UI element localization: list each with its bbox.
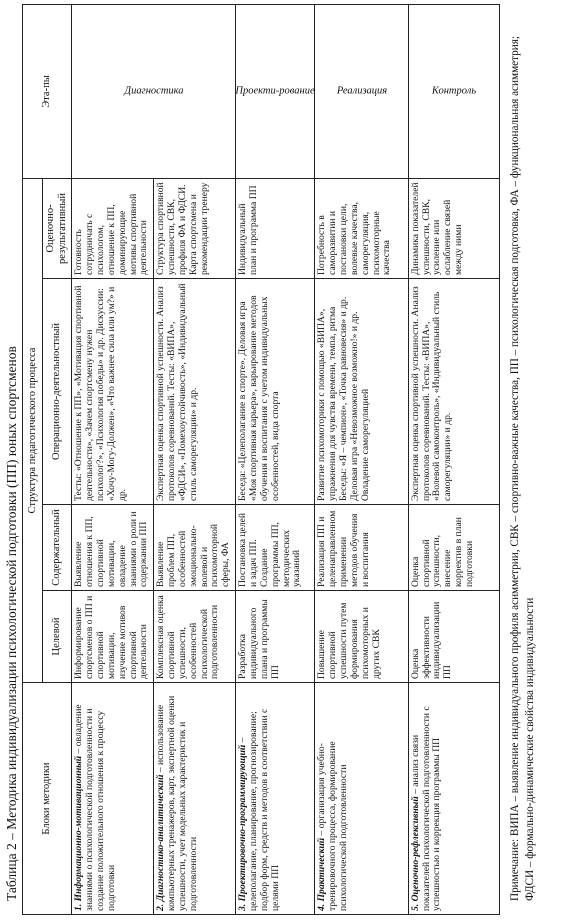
content-cell: Выявление проблем ПП, особенностей эмоционально-волевой и психомоторной сферы, ФА — [154, 505, 236, 591]
table-title: Таблица 2 – Методика индивидуализации психологической подготовки (ПП) юных спортсменов — [4, 346, 19, 901]
operational-cell: Беседа: «Целеполагание в спорте». Деловая игра «Моя спортивная карьера», варьирование методов обучения и воспитания с учетом индивидуальных особенностей, вида спорта — [236, 279, 315, 505]
header-blocks: Блоки методики — [23, 683, 72, 915]
stage-label-control: Контроль — [431, 85, 476, 97]
stage-cell — [315, 4, 408, 178]
evaluative-cell: Динамика показателей успешности, СВК, усиление или ослабление связей между ними — [408, 178, 499, 278]
block-cell: 5. Оценочно-рефлексивный – анализ связи показателей психологической подготовленности с успешностью и коррекция программы ПП — [408, 683, 499, 915]
table-row — [408, 4, 499, 914]
header-operational: Операционно-деятельностный — [43, 279, 72, 505]
content-cell: Постановка целей и задач ПП. Создание программы ПП, методических указаний — [236, 505, 315, 591]
target-cell: Повышение спортивной успешности путем формирования психомоторных и других СВК — [315, 591, 408, 683]
header-structure: Структура педагогического процесса — [23, 178, 43, 682]
stage-cell — [236, 4, 315, 178]
table-note: Примечание: ВИПА – выявление индивидуального профиля асимметрии, СВК – спортивно-важные качества, ПП – психологическая подготовка, ФА – функциональная асимметрия; ФДСИ – формально-динамические свойства индивидуальности — [509, 35, 536, 901]
target-cell: Разработка индивидуального плана и программы ПП — [236, 591, 315, 683]
content-cell: Реализация ПП и целенаправленном применении методов обучения и воспитания — [315, 505, 408, 591]
table-row — [315, 4, 408, 914]
header-stages: Эта-пы — [23, 4, 72, 178]
evaluative-cell: Готовность сотрудничать с психологом, отношение к ПП, доминирующие мотивы спортивной деятельности — [72, 178, 154, 278]
block-cell: 2. Диагностико-аналитический – использование компьютерных тренажеров, карт, экспертной оценки успешности, учет модельных характеристик и подготовленности — [154, 683, 236, 915]
methodology-table — [22, 4, 500, 915]
evaluative-cell: Потребность в саморазвитии и постановки цели, волевые качества, саморегуляция, психомоторные качества — [315, 178, 408, 278]
operational-cell: Тесты: «Отношение к ПП», «Мотивация спортивной деятельности», «Зачем спортсмену нужен психолог?», «Психология победы» и др. Дискуссии: «Хочу-Могу-Должен», «Что важнее сила или ум?» и др. — [72, 279, 154, 505]
block-cell: 3. Проектировочно-программирующий – целеполагание, планирование, прогнозирование; подбор форм, средств и методов в соответствии с целями ПП — [236, 683, 315, 915]
operational-cell: Экспертная оценка спортивной успешности. Анализ протоколов соревнований. Тесты: «ВИПА», «Волевой самоконтроль», «Индивидуальный стиль саморегуляции» и др. — [408, 279, 499, 505]
evaluative-cell: Индивидуальный план и программа ПП — [236, 178, 315, 278]
operational-cell: Развитие психомоторики с помощью «ВИПА», упражнения для чувства времени, темпа, ритма Беседы: «Я – чемпион», «Точка равновесия» и др. Деловая игра «Невозможное возможно!» и др. Овладение саморегуляцией — [315, 279, 408, 505]
content-cell: Выявление отношения к ПП, спортивной мотивации, овладение знаниями о роли и содержании ПП — [72, 505, 154, 591]
stage-label-design: Проекти-рование — [235, 85, 315, 97]
table-row — [72, 4, 154, 914]
target-cell: Информирование спортсменов о ПП и спортивной мотивации, изучение мотивов спортивной деятельности — [72, 591, 154, 683]
target-cell: Оценка эффективности индивидуализации ПП — [408, 591, 499, 683]
header-content: Содержательный — [43, 505, 72, 591]
content-cell: Оценка спортивной успешности, внесение корректив в план подготовки — [408, 505, 499, 591]
block-cell: 1. Информационно-мотивационный – овладение знаниями о психологической подготовленности и создание положительного отношения к процессу подготовки — [72, 683, 154, 915]
block-cell: 4. Практический – организация учебно-тренировочного процесса, формирование психологической подготовленности — [315, 683, 408, 915]
header-target: Целевой — [43, 591, 72, 683]
stage-cell — [408, 4, 499, 178]
operational-cell: Экспертная оценка спортивной успешности. Анализ протоколов соревнований. Тесты: «ВИПА», «ФДСИ», «Помехоустойчивость», «Индивидуальный стиль саморегуляции» и др. — [154, 279, 236, 505]
header-evaluative: Оценочно-результативный — [43, 178, 72, 278]
table-row — [236, 4, 315, 914]
stage-label-implementation: Реализация — [336, 85, 387, 97]
stage-label-diagnostics: Диагностика — [124, 85, 184, 97]
target-cell: Комплексная оценка спортивной успешности, особенностей психологической подготовленности — [154, 591, 236, 683]
evaluative-cell: Структура спортивной успешности, СВК, профиля ФА и ФДСИ. Карта спортсмена и рекомендации тренеру — [154, 178, 236, 278]
stage-cell — [72, 4, 236, 178]
